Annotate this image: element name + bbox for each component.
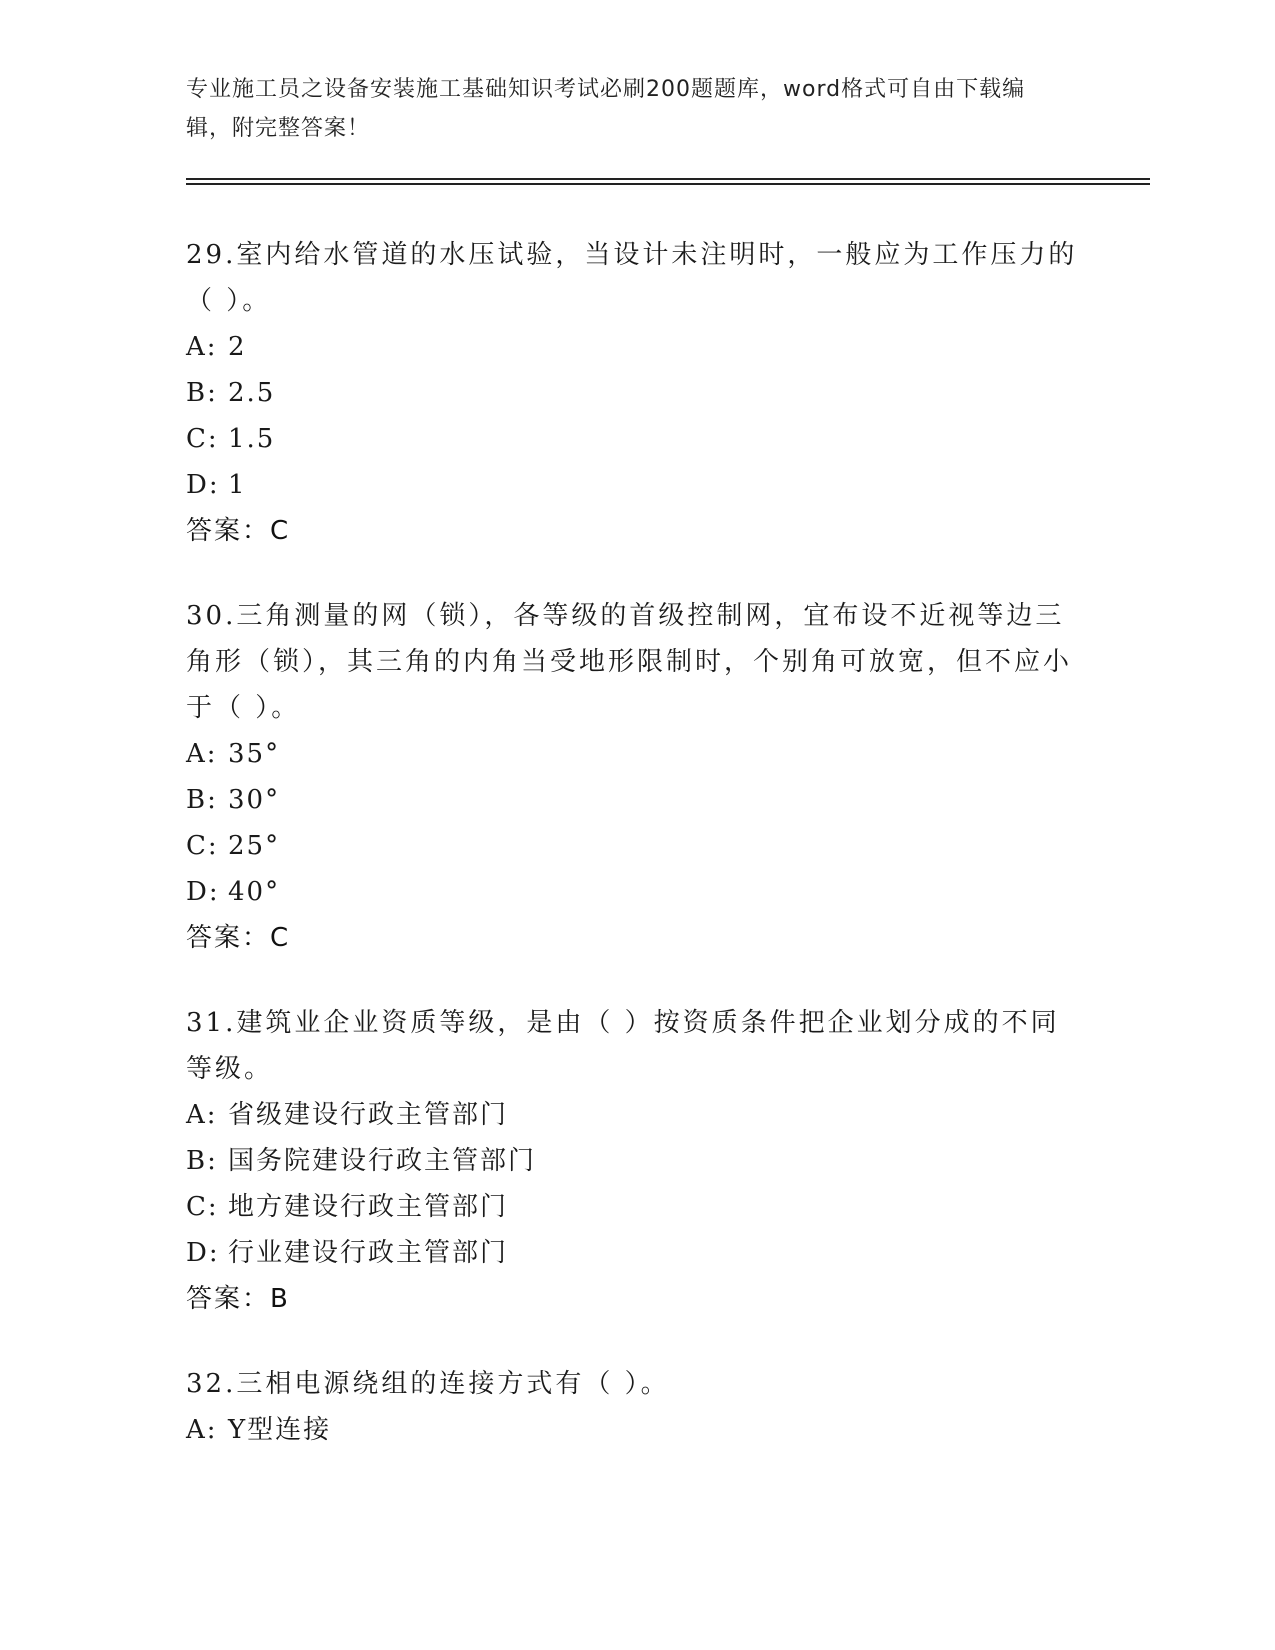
option-b bbox=[186, 370, 1086, 416]
option-text: 国务院建设行政主管部门 bbox=[228, 1146, 537, 1176]
option-text: 省级建设行政主管部门 bbox=[228, 1100, 509, 1130]
option-text: 2 bbox=[228, 332, 247, 362]
option-letter: D: bbox=[186, 877, 220, 907]
option-c bbox=[186, 1184, 1086, 1230]
option-a bbox=[186, 324, 1086, 370]
option-a bbox=[186, 1092, 1086, 1138]
option-letter: A: bbox=[186, 739, 218, 769]
document-title: 专业施工员之设备安装施工基础知识考试必刷200题题库，word格式可自由下载编辑，附完整答案！ bbox=[186, 77, 1026, 141]
answer-line: 答案：C bbox=[186, 516, 291, 546]
document-header bbox=[186, 70, 1066, 148]
answer-line: 答案：B bbox=[186, 1284, 290, 1314]
option-b bbox=[186, 1138, 1086, 1184]
option-a bbox=[186, 1407, 1086, 1453]
option-text: 行业建设行政主管部门 bbox=[228, 1238, 509, 1268]
option-letter: C: bbox=[186, 831, 219, 861]
option-letter: D: bbox=[186, 1238, 220, 1268]
option-c bbox=[186, 416, 1086, 462]
option-text: Y型连接 bbox=[228, 1415, 332, 1445]
option-letter: B: bbox=[186, 785, 218, 815]
question-stem: 32.三相电源绕组的连接方式有（ ）。 bbox=[186, 1369, 670, 1399]
option-text: 1.5 bbox=[228, 424, 276, 454]
option-text: 2.5 bbox=[228, 378, 276, 408]
question-31 bbox=[186, 1000, 1086, 1322]
option-text: 25° bbox=[228, 831, 281, 861]
option-letter: C: bbox=[186, 424, 219, 454]
question-stem: 30.三角测量的网（锁），各等级的首级控制网，宜布设不近视等边三角形（锁），其三角的内角当受地形限制时，个别角可放宽，但不应小于（ ）。 bbox=[186, 601, 1073, 723]
option-letter: D: bbox=[186, 470, 220, 500]
option-d bbox=[186, 1230, 1086, 1276]
option-letter: A: bbox=[186, 332, 218, 362]
option-a bbox=[186, 731, 1086, 777]
option-letter: A: bbox=[186, 1100, 218, 1130]
option-letter: B: bbox=[186, 378, 218, 408]
option-letter: B: bbox=[186, 1146, 218, 1176]
question-list bbox=[186, 232, 1086, 1492]
option-letter: C: bbox=[186, 1192, 219, 1222]
option-d bbox=[186, 462, 1086, 508]
header-rule-bottom bbox=[186, 183, 1150, 185]
option-text: 35° bbox=[228, 739, 281, 769]
question-30 bbox=[186, 593, 1086, 961]
option-b bbox=[186, 777, 1086, 823]
option-text: 40° bbox=[228, 877, 281, 907]
option-d bbox=[186, 869, 1086, 915]
header-rule-top bbox=[186, 178, 1150, 180]
option-letter: A: bbox=[186, 1415, 218, 1445]
question-stem: 31.建筑业企业资质等级，是由（ ）按资质条件把企业划分成的不同等级。 bbox=[186, 1008, 1060, 1084]
option-text: 1 bbox=[228, 470, 247, 500]
question-29 bbox=[186, 232, 1086, 554]
option-text: 30° bbox=[228, 785, 281, 815]
question-32 bbox=[186, 1361, 1086, 1453]
question-stem: 29.室内给水管道的水压试验，当设计未注明时，一般应为工作压力的（ ）。 bbox=[186, 240, 1078, 316]
option-text: 地方建设行政主管部门 bbox=[228, 1192, 509, 1222]
answer-line: 答案：C bbox=[186, 923, 291, 953]
option-c bbox=[186, 823, 1086, 869]
